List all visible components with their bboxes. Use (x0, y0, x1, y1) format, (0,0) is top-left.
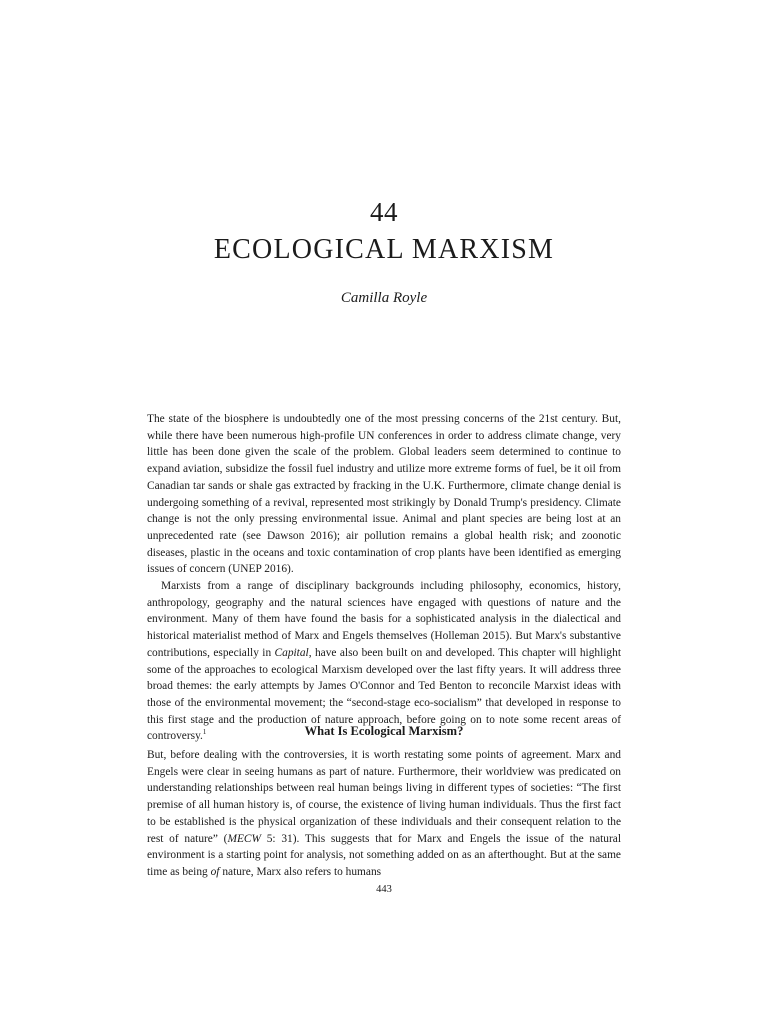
paragraph-1: The state of the biosphere is undoubtedly one of the most pressing concerns of the 21st century. But, while there have been numerous high-profile UN conferences in order to address climate change, very little has been done given the scale of the problem. Global leaders seem determined to continue to expand aviation, subsidize the fossil fuel industry and utilize more extreme forms of fuel, be it oil from Canadian tar sands or shale gas extracted by fracking in the U.K. Furthermore, climate change denial is undergoing something of a revival, represented most strikingly by Donald Trump's presidency. Climate change is not the only pressing environmental issue. Animal and plant species are being lost at an unprecedented rate (see Dawson 2016); air pollution remains a global health risk; and zoonotic diseases, plastic in the oceans and toxic contamination of crop plants have been identified as emerging issues of concern (UNEP 2016). (147, 413, 621, 576)
paragraph-2-text-a: Marxists from a range of disciplinary backgrounds including philosophy, economics, history, anthropology, geography and the natural sciences have engaged with questions of nature and the environment. Many of them have found the basis for a sophisticated analysis in the dialectical and historical materialist method of Marx and Engels themselves (Holleman 2015). But Marx's substantive contributions, especially in (147, 580, 621, 659)
intro-text-block (147, 411, 621, 745)
capital-title: Capital (274, 646, 309, 659)
paragraph-3 (147, 747, 621, 881)
emphasis-of: of (210, 865, 220, 878)
paragraph-3-text-c: nature, Marx also refers to humans (219, 865, 382, 878)
section-text-block (147, 747, 621, 881)
chapter-author: Camilla Royle (340, 290, 428, 306)
paragraph-2 (147, 578, 621, 745)
mecw-abbreviation: MECW (227, 832, 261, 845)
paragraph-3-text-b: 5: 31). This suggests that for Marx and Engels the issue of the natural environment is a starting point for analysis, not something added on as an afterthought. But at the same time as being (147, 832, 621, 878)
page-number: 443 (376, 884, 392, 895)
chapter-number: 44 (370, 197, 398, 227)
paragraph-3-text-a: But, before dealing with the controversies, it is worth restating some points of agreement. Marx and Engels were clear in seeing humans as part of nature. Furthermore, their worldview was predicated on understanding relationships between real human beings living in different types of societies: “The first premise of all human history is, of course, the existence of living human individuals. Thus the first fact to be established is the physical organization of these individuals and their consequent relation to the rest of nature” ( (147, 749, 621, 845)
paragraph-2-text-b: , have also been built on and developed. This chapter will highlight some of the approaches to ecological Marxism developed over the last fifty years. It will address three broad themes: the early attempts by James O'Connor and Ted Benton to reconcile Marxist ideas with those of the environmental movement; the “second-stage eco-socialism” that developed in response to this first stage and the production of nature approach, before going on to note some recent areas of controversy. (147, 646, 621, 743)
chapter-title: ECOLOGICAL MARXISM (213, 234, 555, 265)
footnote-marker[interactable]: 1 (202, 728, 207, 737)
section-heading: What Is Ecological Marxism? (304, 724, 464, 738)
